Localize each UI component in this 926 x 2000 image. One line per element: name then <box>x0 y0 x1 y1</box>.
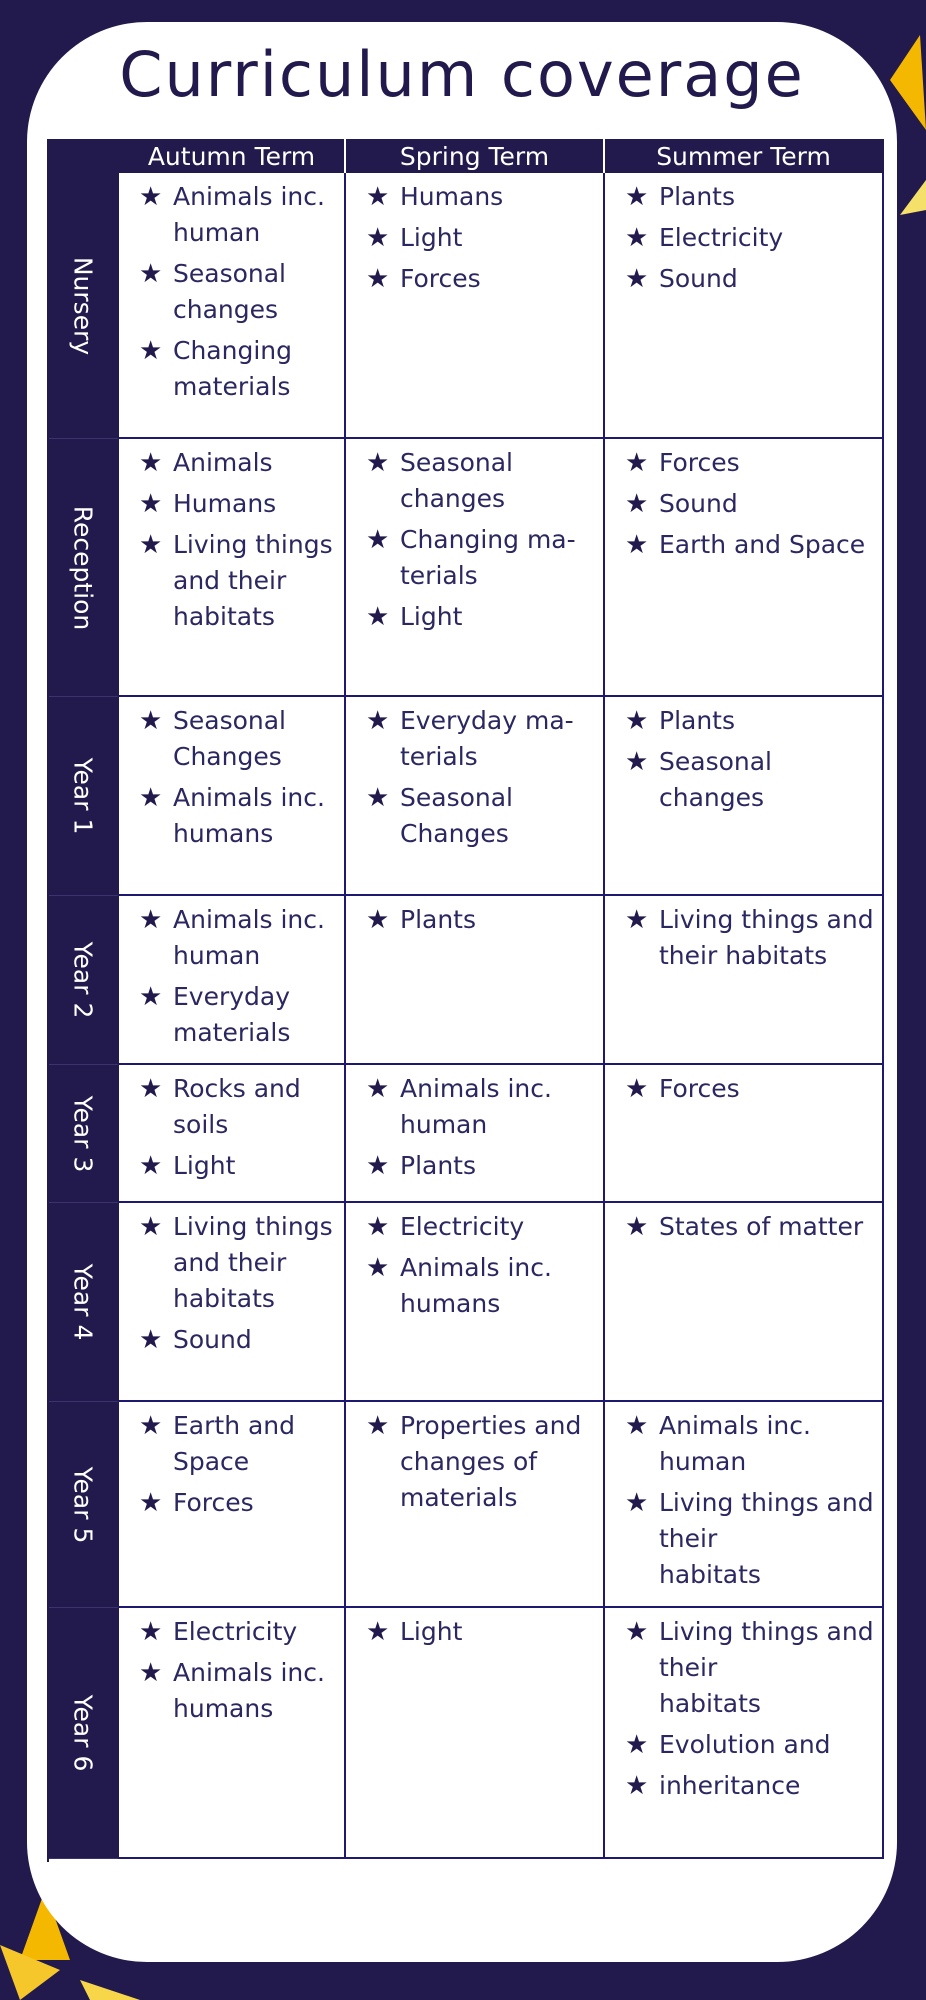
star-icon: ★ <box>366 525 390 555</box>
list-item <box>139 1655 336 1727</box>
list-item <box>366 1071 595 1143</box>
topic-list <box>346 1402 603 1516</box>
star-icon: ★ <box>366 1411 390 1441</box>
row-label-text: Year 1 <box>68 757 98 835</box>
star-icon: ★ <box>625 448 649 478</box>
topic-text: Forces <box>659 448 740 477</box>
star-icon: ★ <box>139 1151 163 1181</box>
topic-list <box>605 697 882 816</box>
topic-list <box>346 896 603 938</box>
topic-list <box>119 1065 344 1184</box>
topic-text: Living things and their habitats <box>659 1617 874 1718</box>
topic-text: Animals <box>173 448 273 477</box>
table-cell-spring <box>346 697 605 896</box>
row-label <box>49 439 119 697</box>
topic-list <box>346 697 603 852</box>
table-cell-summer <box>605 173 884 439</box>
list-item <box>366 703 595 775</box>
star-icon: ★ <box>139 982 163 1012</box>
topic-text: Seasonal changes <box>173 259 287 324</box>
table-cell-autumn <box>119 896 346 1065</box>
table-cell-summer <box>605 1608 884 1859</box>
topic-text: inheritance <box>659 1771 801 1800</box>
star-icon: ★ <box>366 1074 390 1104</box>
table-cell-spring <box>346 173 605 439</box>
topic-text: Humans <box>173 489 277 518</box>
list-item <box>366 902 595 938</box>
star-icon: ★ <box>366 264 390 294</box>
list-item <box>139 333 336 405</box>
star-icon: ★ <box>139 1074 163 1104</box>
list-item <box>366 220 595 256</box>
row-label <box>49 1203 119 1402</box>
list-item <box>625 220 874 256</box>
list-item <box>625 1768 874 1804</box>
table-cell-spring <box>346 439 605 697</box>
list-item <box>625 1614 874 1722</box>
list-item <box>625 1071 874 1107</box>
row-label-text: Year 5 <box>68 1466 98 1543</box>
list-item <box>625 261 874 297</box>
table-corner <box>49 139 119 173</box>
star-icon: ★ <box>366 783 390 813</box>
topic-text: Earth and Space <box>173 1411 296 1476</box>
star-icon: ★ <box>139 182 163 212</box>
star-icon: ★ <box>139 259 163 289</box>
topic-text: Plants <box>400 905 477 934</box>
star-icon: ★ <box>139 448 163 478</box>
topic-list <box>605 1608 882 1804</box>
topic-text: Light <box>173 1151 236 1180</box>
topic-text: Light <box>400 223 463 252</box>
row-label <box>49 1402 119 1608</box>
list-item <box>139 256 336 328</box>
star-icon: ★ <box>366 706 390 736</box>
topic-text: Everyday ma- terials <box>400 706 574 771</box>
star-icon: ★ <box>366 1617 390 1647</box>
list-item <box>139 527 336 635</box>
star-icon: ★ <box>625 1771 649 1801</box>
topic-list <box>605 1203 882 1245</box>
star-icon: ★ <box>139 336 163 366</box>
star-icon: ★ <box>139 1411 163 1441</box>
topic-text: Electricity <box>659 223 784 252</box>
topic-list <box>346 1608 603 1650</box>
table-cell-spring <box>346 1402 605 1608</box>
row-label-text: Reception <box>68 505 98 630</box>
list-item <box>139 1071 336 1143</box>
list-item <box>139 1209 336 1317</box>
topic-list <box>119 439 344 635</box>
table-cell-spring <box>346 1065 605 1203</box>
star-icon: ★ <box>625 1212 649 1242</box>
topic-list <box>346 1203 603 1322</box>
list-item <box>139 1148 336 1184</box>
row-label <box>49 1608 119 1859</box>
table-cell-autumn <box>119 1402 346 1608</box>
list-item <box>366 1250 595 1322</box>
topic-list <box>605 1065 882 1107</box>
topic-list <box>119 1402 344 1521</box>
curriculum-table <box>47 139 886 1862</box>
star-icon: ★ <box>625 1488 649 1518</box>
table-cell-summer <box>605 1402 884 1608</box>
list-item <box>625 1209 874 1245</box>
column-header-summer: Summer Term <box>605 139 884 173</box>
list-item <box>366 780 595 852</box>
star-icon: ★ <box>625 1074 649 1104</box>
topic-text: Light <box>400 1617 463 1646</box>
row-label-text: Year 2 <box>68 941 98 1019</box>
page-title: Curriculum coverage <box>119 38 805 111</box>
star-icon: ★ <box>139 489 163 519</box>
topic-text: Electricity <box>173 1617 298 1646</box>
table-cell-summer <box>605 1065 884 1203</box>
row-label <box>49 896 119 1065</box>
topic-text: Seasonal changes <box>400 448 514 513</box>
list-item <box>366 179 595 215</box>
star-icon: ★ <box>366 602 390 632</box>
topic-text: Animals inc. human <box>173 905 325 970</box>
table-cell-spring <box>346 1203 605 1402</box>
topic-text: Everyday materials <box>173 982 291 1047</box>
topic-text: Animals inc. humans <box>173 783 325 848</box>
list-item <box>139 902 336 974</box>
topic-list <box>605 896 882 974</box>
topic-text: Earth and Space <box>659 530 866 559</box>
topic-list <box>605 1402 882 1593</box>
topic-text: Changing materials <box>173 336 292 401</box>
star-icon: ★ <box>139 1658 163 1688</box>
star-icon: ★ <box>366 1151 390 1181</box>
topic-text: Animals inc. human <box>173 182 325 247</box>
topic-list <box>119 697 344 852</box>
star-icon: ★ <box>139 530 163 560</box>
topic-text: Animals inc. human <box>659 1411 811 1476</box>
star-icon: ★ <box>625 1730 649 1760</box>
topic-text: Animals inc. humans <box>173 1658 325 1723</box>
topic-list <box>119 1203 344 1358</box>
star-icon: ★ <box>366 1253 390 1283</box>
table-cell-spring <box>346 896 605 1065</box>
topic-text: Seasonal Changes <box>173 706 287 771</box>
list-item <box>139 179 336 251</box>
star-icon: ★ <box>625 747 649 777</box>
topic-text: Living things and their habitats <box>173 530 333 631</box>
topic-text: Animals inc. human <box>400 1074 552 1139</box>
topic-list <box>119 1608 344 1727</box>
list-item <box>139 979 336 1051</box>
list-item <box>366 445 595 517</box>
list-item <box>625 703 874 739</box>
topic-text: Electricity <box>400 1212 525 1241</box>
table-cell-summer <box>605 439 884 697</box>
table-cell-summer <box>605 896 884 1065</box>
topic-list <box>605 173 882 297</box>
list-item <box>139 703 336 775</box>
topic-text: Living things and their habitats <box>173 1212 333 1313</box>
row-label-text: Year 3 <box>68 1095 98 1172</box>
star-icon: ★ <box>366 905 390 935</box>
list-item <box>625 486 874 522</box>
topic-list <box>346 1065 603 1184</box>
star-icon: ★ <box>139 1617 163 1647</box>
topic-text: Changing ma- terials <box>400 525 576 590</box>
list-item <box>366 261 595 297</box>
table-cell-autumn <box>119 1203 346 1402</box>
list-item <box>139 1322 336 1358</box>
table-cell-autumn <box>119 697 346 896</box>
list-item <box>366 1408 595 1516</box>
list-item <box>366 522 595 594</box>
topic-text: Forces <box>173 1488 254 1517</box>
topic-text: Evolution and <box>659 1730 831 1759</box>
star-icon: ★ <box>625 489 649 519</box>
star-icon: ★ <box>366 448 390 478</box>
list-item <box>139 486 336 522</box>
star-icon: ★ <box>625 905 649 935</box>
list-item <box>366 1614 595 1650</box>
star-icon: ★ <box>625 223 649 253</box>
list-item <box>625 179 874 215</box>
star-icon: ★ <box>625 1617 649 1647</box>
topic-text: Humans <box>400 182 504 211</box>
list-item <box>625 527 874 563</box>
star-icon: ★ <box>139 1488 163 1518</box>
star-icon: ★ <box>625 706 649 736</box>
star-icon: ★ <box>139 905 163 935</box>
topic-list <box>346 439 603 635</box>
topic-text: Living things and their habitats <box>659 905 874 970</box>
star-icon: ★ <box>139 1212 163 1242</box>
list-item <box>625 744 874 816</box>
topic-text: Forces <box>400 264 481 293</box>
list-item <box>139 1485 336 1521</box>
star-icon: ★ <box>625 264 649 294</box>
list-item <box>366 1209 595 1245</box>
star-icon: ★ <box>139 783 163 813</box>
topic-text: Rocks and soils <box>173 1074 301 1139</box>
star-icon: ★ <box>366 223 390 253</box>
star-icon: ★ <box>625 1411 649 1441</box>
topic-text: Plants <box>659 706 736 735</box>
table-cell-autumn <box>119 439 346 697</box>
row-label <box>49 173 119 439</box>
column-header-spring: Spring Term <box>346 139 605 173</box>
topic-text: Living things and their habitats <box>659 1488 874 1589</box>
topic-list <box>119 896 344 1051</box>
star-icon: ★ <box>625 530 649 560</box>
topic-text: Plants <box>400 1151 477 1180</box>
row-label <box>49 697 119 896</box>
list-item <box>139 445 336 481</box>
topic-text: Seasonal changes <box>659 747 773 812</box>
topic-text: Properties and changes of materials <box>400 1411 582 1512</box>
list-item <box>139 780 336 852</box>
table-cell-autumn <box>119 1608 346 1859</box>
star-icon: ★ <box>625 182 649 212</box>
list-item <box>625 1408 874 1480</box>
topic-text: Sound <box>659 489 738 518</box>
list-item <box>625 445 874 481</box>
topic-text: Light <box>400 602 463 631</box>
topic-text: Sound <box>173 1325 252 1354</box>
list-item <box>625 1727 874 1763</box>
row-label-text: Year 4 <box>68 1263 98 1341</box>
list-item <box>366 1148 595 1184</box>
row-label-text: Year 6 <box>68 1694 98 1772</box>
topic-text: Plants <box>659 182 736 211</box>
row-label <box>49 1065 119 1203</box>
topic-list <box>119 173 344 405</box>
table-cell-spring <box>346 1608 605 1859</box>
list-item <box>139 1408 336 1480</box>
star-icon: ★ <box>366 182 390 212</box>
star-icon: ★ <box>139 1325 163 1355</box>
list-item <box>139 1614 336 1650</box>
list-item <box>366 599 595 635</box>
column-header-autumn: Autumn Term <box>119 139 346 173</box>
list-item <box>625 902 874 974</box>
topic-text: Sound <box>659 264 738 293</box>
star-icon: ★ <box>139 706 163 736</box>
table-cell-autumn <box>119 1065 346 1203</box>
table-cell-summer <box>605 697 884 896</box>
topic-list <box>605 439 882 563</box>
topic-text: States of matter <box>659 1212 864 1241</box>
table-cell-autumn <box>119 173 346 439</box>
row-label-text: Nursery <box>68 256 98 355</box>
topic-text: Seasonal Changes <box>400 783 514 848</box>
topic-text: Forces <box>659 1074 740 1103</box>
topic-list <box>346 173 603 297</box>
topic-text: Animals inc. humans <box>400 1253 552 1318</box>
list-item <box>625 1485 874 1593</box>
table-cell-summer <box>605 1203 884 1402</box>
star-icon: ★ <box>366 1212 390 1242</box>
